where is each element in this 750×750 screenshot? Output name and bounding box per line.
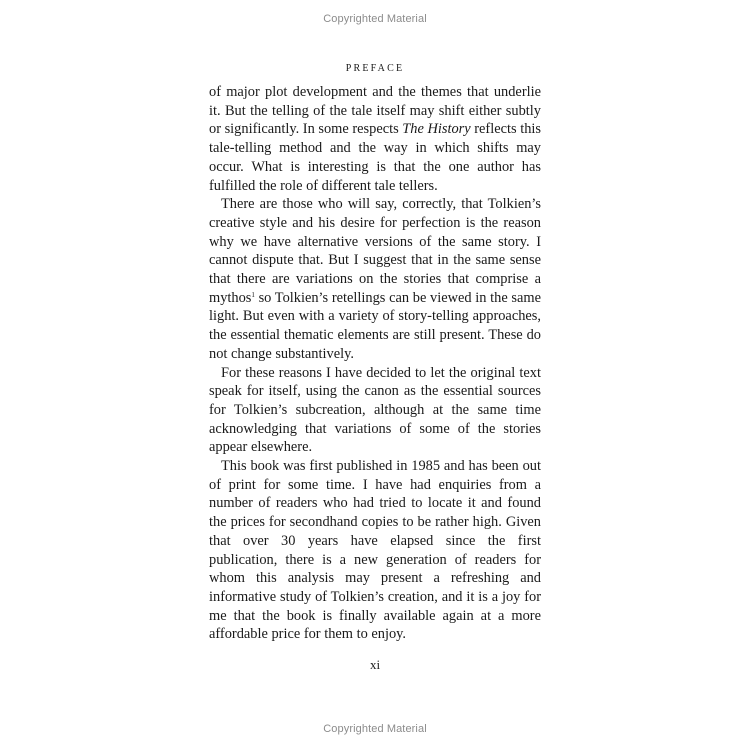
paragraph-2-text-start: There are those who will say, correctly, that Tolkien’s creative style and his desire for perfection is the reason why we have alternative versions of the same story. I cannot dispute that. But I suggest that in the same sense that there are variations on the stories that comprise a mythos [209, 196, 541, 306]
paragraph-1-text-start: of major plot development and the themes that underlie it. But the telling of the tale itself may shift either subtly or significantly. In some respects [209, 84, 541, 138]
paragraph-1-text-end: reflects this tale-telling method and the way in which shifts may occur. What is interesting is that the one author has fulfilled the role of different tale tellers. [209, 121, 541, 194]
paragraph-2-text-end: so Tolkien’s retellings can be viewed in the same light. But even with a variety of story-telling approaches, the essential thematic elements are still present. These do not change substantively. [209, 289, 541, 362]
body-text [209, 83, 541, 644]
paragraph-4: This book was first published in 1985 and has been out of print for some time. I have had enquiries from a number of readers who had tried to locate it and found the prices for secondhand copies to be rather high. Given that over 30 years have elapsed since the first publication, there is a new generation of readers for whom this analysis may present a refreshing and informative study of Tolkien’s creation, and it is a joy for me that the book is finally available again at a more affordable price for them to enjoy. [209, 458, 541, 643]
running-head: PREFACE [345, 63, 405, 74]
footnote-reference: 1 [251, 290, 255, 299]
copyright-watermark-bottom: Copyrighted Material [323, 723, 427, 735]
page-number: xi [369, 657, 381, 672]
book-title-italic: The History [402, 121, 471, 138]
paragraph-2 [209, 195, 541, 363]
paragraph-3: For these reasons I have decided to let the original text speak for itself, using the canon as the essential sources for Tolkien’s subcreation, although at the same time acknowledging that variations of some of the stories appear elsewhere. [209, 364, 541, 456]
copyright-watermark-top: Copyrighted Material [323, 13, 427, 25]
paragraph-1 [209, 83, 541, 195]
